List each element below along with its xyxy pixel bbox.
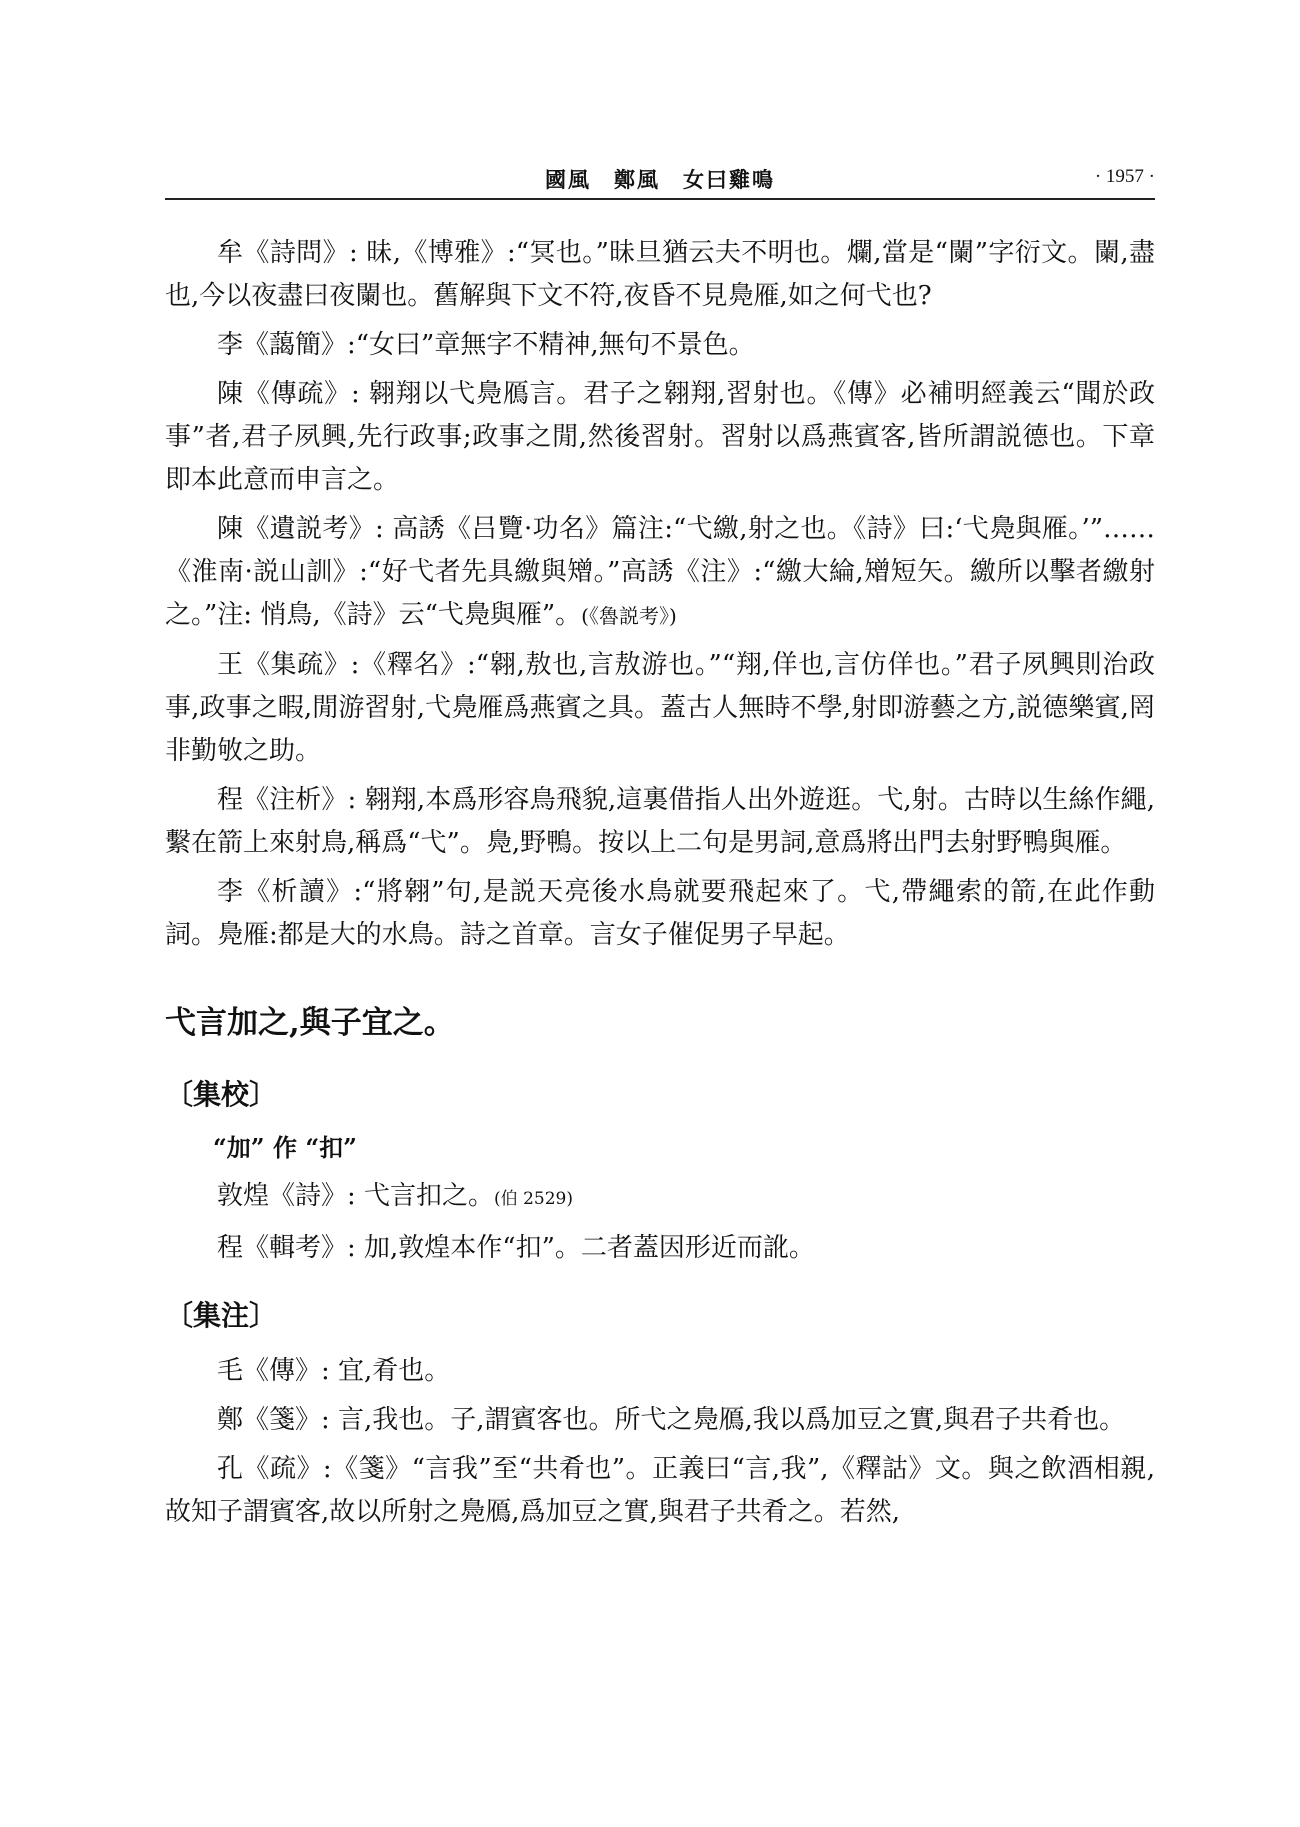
commentary-mou-shiwen: 牟《詩問》: 昧,《博雅》:“冥也。”昧旦猶云夫不明也。爛,當是“闌”字衍文。闌,盡也,今以夜盡曰夜闌也。舊解與下文不符,夜昏不見鳧雁,如之何弋也? — [165, 238, 1155, 311]
jizhu-heading: 〔集注〕 — [165, 1299, 278, 1332]
commentary-chen-yishuokao — [165, 508, 1155, 638]
commentary-chen-chuanshu: 陳《傳疏》: 翱翔以弋鳧鴈言。君子之翱翔,習射也。《傳》必補明經義云“聞於政事”者,君子夙興,先行政事;政事之閒,然後習射。習射以爲燕賓客,皆所謂説德也。下章即本此意而申言之。 — [165, 379, 1155, 495]
verse-line: 弋言加之,與子宜之。 — [165, 1005, 455, 1041]
commentary-text: 陳《遺説考》: 高誘《吕覽·功名》篇注:“弋繳,射之也。《詩》曰:‘弋鳧與雁。’”……《淮南·説山訓》:“好弋者先具繳與矰。”高誘《注》:“繳大綸,矰短矢。繳所以擊者繳射之。”注: 悄鳥,《詩》云“弋鳧與雁”。 — [165, 514, 1155, 630]
jijiao-dunhuang — [165, 1175, 1155, 1221]
page-number: · 1957 · — [1094, 166, 1155, 187]
commentary-li-aijian: 李《藹簡》:“女曰”章無字不精神,無句不景色。 — [217, 330, 755, 360]
jizhu-mao-zhuan: 毛《傳》: 宜,肴也。 — [217, 1356, 451, 1386]
commentary-li-xidu: 李《析讀》:“將翱”句,是説天亮後水鳥就要飛起來了。弋,帶繩索的箭,在此作動詞。鳧雁:都是大的水鳥。詩之首章。言女子催促男子早起。 — [165, 877, 1155, 950]
header-rule — [165, 198, 1155, 200]
section-title: 國風 鄭風 女曰雞鳴 — [545, 167, 775, 192]
commentary-wang-jishu: 王《集疏》:《釋名》:“翱,敖也,言敖游也。”“翔,佯也,言仿佯也。”君子夙興則治政事,政事之暇,閒游習射,弋鳧雁爲燕賓之具。蓋古人無時不學,射即游藝之方,説德樂賓,罔非勤敂之助。 — [165, 650, 1155, 766]
variant-heading: “加” 作 “扣” — [213, 1133, 357, 1162]
running-header — [165, 160, 1155, 200]
commentary-cheng-zhuxi: 程《注析》: 翱翔,本爲形容鳥飛貌,這裏借指人出外遊逛。弋,射。古時以生絲作繩,繫在箭上來射鳥,稱爲“弋”。鳧,野鴨。按以上二句是男詞,意爲將出門去射野鴨與雁。 — [165, 785, 1155, 858]
dunhuang-source: (伯 2529) — [494, 1189, 573, 1209]
page-body — [165, 232, 1155, 1540]
jizhu-zheng-jian: 鄭《箋》: 言,我也。子,謂賓客也。所弋之鳧鴈,我以爲加豆之實,與君子共肴也。 — [217, 1405, 1126, 1435]
jijiao-heading: 〔集校〕 — [165, 1078, 278, 1111]
dunhuang-text: 敦煌《詩》: 弋言扣之。 — [217, 1181, 495, 1211]
jijiao-cheng-jikao: 程《輯考》: 加,敦煌本作“扣”。二者蓋因形近而訛。 — [217, 1233, 815, 1263]
jizhu-kong-shu: 孔《疏》:《箋》“言我”至“共肴也”。正義曰“言,我”,《釋詁》文。與之飲酒相親,故知子謂賓客,故以所射之鳧鴈,爲加豆之實,與君子共肴之。若然, — [165, 1454, 1155, 1527]
source-note: (《魯説考》) — [581, 604, 677, 628]
